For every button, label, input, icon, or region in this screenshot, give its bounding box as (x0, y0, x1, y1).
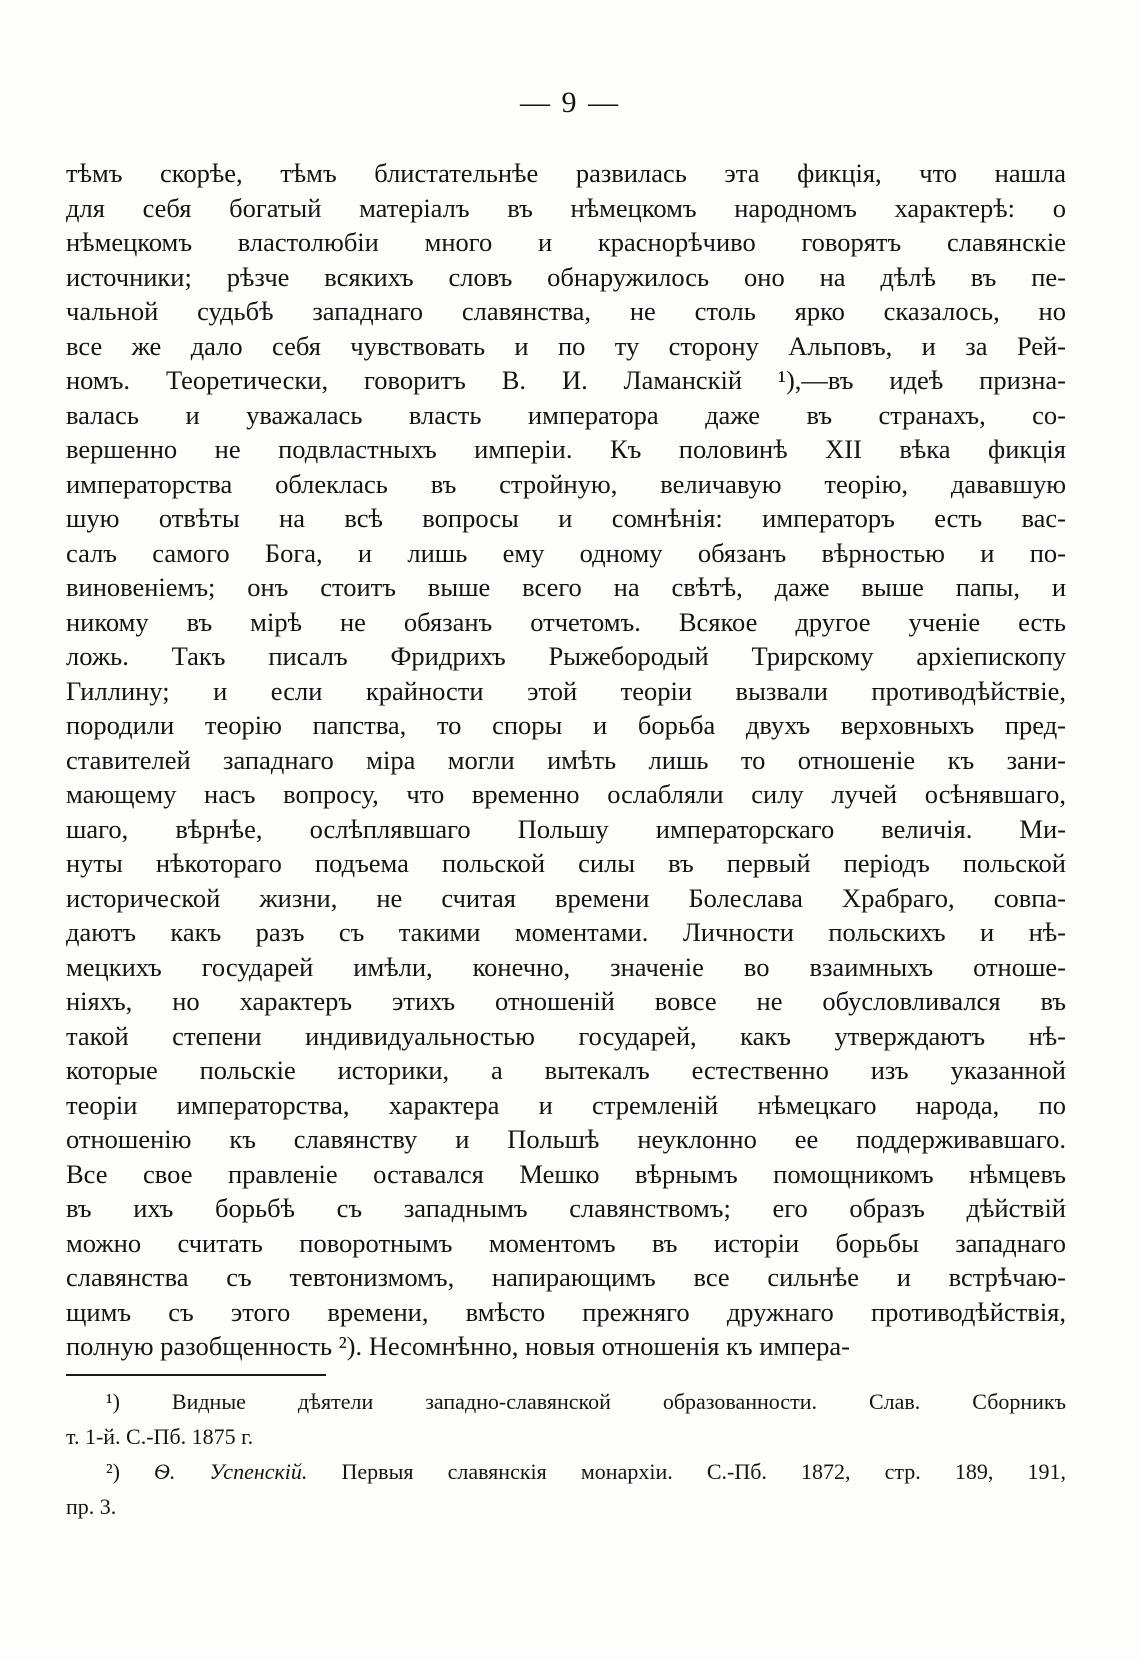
text-line: даютъ какъ разъ съ такими моментами. Личности польскихъ и нѣ- (66, 917, 1066, 947)
text-line: славянства съ тевтонизмомъ, напирающимъ все сильнѣе и встрѣчаю- (66, 1262, 1066, 1292)
text-line: теоріи императорства, характера и стремленій нѣмецкаго народа, по (66, 1089, 1066, 1120)
text-line: породили теорію папства, то споры и борьба двухъ верховныхъ пред- (66, 710, 1066, 740)
text-line: шую отвѣты на всѣ вопросы и сомнѣнія: императоръ есть вас- (66, 503, 1066, 533)
text-line: императорства облеклась въ стройную, величавую теорію, дававшую (66, 468, 1066, 499)
text-line: мающему насъ вопросу, что временно ослабляли силу лучей осѣнявшаго, (66, 779, 1066, 809)
footnote-2-line-1 (66, 1454, 1066, 1489)
text-line: исторической жизни, не считая времени Болеслава Храбраго, совпа- (66, 882, 1066, 913)
text-line: тѣмъ скорѣе, тѣмъ блистательнѣе развилась эта фикція, что нашла (66, 158, 1066, 188)
text-line: нѣмецкомъ властолюбіи много и краснорѣчиво говорятъ славянскіе (66, 227, 1066, 257)
text-line: ніяхъ, но характеръ этихъ отношеній вовсе не обусловливался въ (66, 986, 1066, 1016)
footnotes (66, 1384, 1066, 1524)
text-line: Гиллину; и если крайности этой теоріи вызвали противодѣйствіе, (66, 675, 1066, 706)
text-line: можно считать поворотнымъ моментомъ въ исторіи борьбы западнаго (66, 1227, 1066, 1258)
text-line: которые польскіе историки, а вытекалъ естественно изъ указанной (66, 1055, 1066, 1085)
footnote-1-line-2: т. 1-й. С.-Пб. 1875 г. (66, 1424, 254, 1449)
text-line: отношенію къ славянству и Польшѣ неуклонно ее поддерживавшаго. (66, 1124, 1066, 1154)
text-line: нуты нѣкотораго подъема польской силы въ первый періодъ польской (66, 848, 1066, 878)
footnote-2-line-2: пр. 3. (66, 1494, 117, 1519)
text-line: номъ. Теоретически, говоритъ В. И. Ламанскій ¹),—въ идеѣ призна- (66, 365, 1066, 395)
text-line: въ ихъ борьбѣ съ западнымъ славянствомъ; его образъ дѣйствій (66, 1193, 1066, 1223)
text-line: полную разобщенность ²). Несомнѣнно, новыя отношенія къ импера- (66, 1331, 850, 1361)
footnote-2-author: Ѳ. Успенскій. (154, 1459, 308, 1484)
footnote-2-citation: Первыя славянскія монархіи. С.-Пб. 1872, стр. 189, 191, (341, 1459, 1066, 1484)
text-line: шаго, вѣрнѣе, ослѣплявшаго Польшу императорскаго величія. Ми- (66, 813, 1066, 844)
text-line: вершенно не подвластныхъ имперіи. Къ половинѣ XII вѣка фикція (66, 434, 1066, 464)
text-line: мецкихъ государей имѣли, конечно, значеніе во взаимныхъ отноше- (66, 951, 1066, 982)
body-text (66, 156, 1066, 1364)
text-line: виновеніемъ; онъ стоитъ выше всего на свѣтѣ, даже выше папы, и (66, 572, 1066, 602)
footnote-2-marker: ²) (106, 1459, 120, 1484)
text-line: щимъ съ этого времени, вмѣсто прежняго дружнаго противодѣйствія, (66, 1296, 1066, 1327)
footnote-divider (66, 1374, 326, 1376)
text-line: Все свое правленіе оставался Мешко вѣрнымъ помощникомъ нѣмцевъ (66, 1158, 1066, 1189)
text-line: для себя богатый матеріалъ въ нѣмецкомъ народномъ характерѣ: о (66, 192, 1066, 223)
text-line: чальной судьбѣ западнаго славянства, не столь ярко сказалось, но (66, 296, 1066, 326)
text-line: источники; рѣзче всякихъ словъ обнаружилось оно на дѣлѣ въ пе- (66, 261, 1066, 292)
text-line: ставителей западнаго міра могли имѣть лишь то отношеніе къ зани- (66, 744, 1066, 775)
text-line: салъ самого Бога, и лишь ему одному обязанъ вѣрностью и по- (66, 537, 1066, 568)
text-line: валась и уважалась власть императора даже въ странахъ, со- (66, 399, 1066, 430)
footnote-1-line-1: ¹) Видные дѣятели западно-славянской образованности. Слав. Сборникъ (106, 1389, 1066, 1414)
text-line: никому въ мірѣ не обязанъ отчетомъ. Всякое другое ученіе есть (66, 606, 1066, 637)
text-line: все же дало себя чувствовать и по ту сторону Альповъ, и за Рей- (66, 330, 1066, 361)
text-line: такой степени индивидуальностью государей, какъ утверждаютъ нѣ- (66, 1020, 1066, 1051)
text-line: ложь. Такъ писалъ Фридрихъ Рыжебородый Трирскому архіепископу (66, 641, 1066, 671)
page-number: — 9 — (520, 86, 620, 119)
